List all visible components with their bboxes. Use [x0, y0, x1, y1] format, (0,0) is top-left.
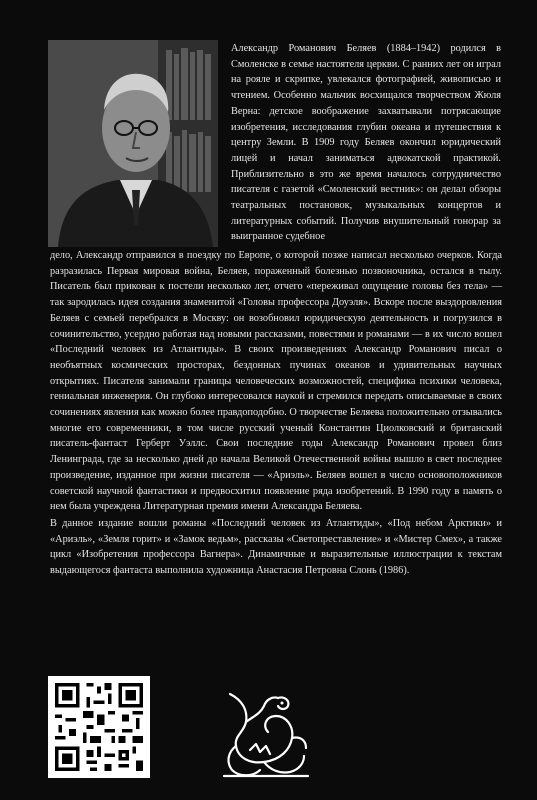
qr-code-icon: [48, 676, 150, 778]
author-portrait: [48, 40, 218, 247]
edition-paragraph: В данное издание вошли романы «Последний человек из Атлантиды», «Под небом Арктики» и «Ариэль», «Земля горит» и «Замок ведьм», рассказы «Светопреставление» и «Мистер Смех», а также цикл «Изобретения профессора Вагнера». Динамичные и выразительные иллюстрации к текстам выдающегося фантаста выполнила художница Анастасия Петровна Слонь (1986).: [50, 517, 502, 577]
biography-body: [50, 248, 502, 579]
dragon-logo-icon: [220, 686, 312, 782]
biography-paragraph-top: Александр Романович Беляев (1884–1942) родился в Смоленске в семье настоятеля церкви. С ранних лет он играл на рояле и скрипке, увлекался фотографией, живописью и чтением. Особенно мальчик восхищался творчеством Жюля Верна: детское воображение захватывали потрясающие изобретения, исследования глубин океана и путешествия к центру Земли. В 1909 году Беляев окончил юридический лицей и начал заниматься адвокатской практикой. Приблизительно в это же время началось сотрудничество писателя с газетой «Смоленский вестник»: он делал обзоры театральных постановок, музыкальных концертов и литературных событий. Получив внушительный гонорар за выигранное судебное: [231, 43, 501, 243]
biography-paragraph: дело, Александр отправился в поездку по Европе, о которой позже написал несколько очерков. Когда разразилась Первая мировая война, Беляев, пораженный болезнью позвоночника, остался в тылу. Писатель был прикован к постели несколько лет, отчего «переживал ощущение головы без тела» — так зародилась идея создания знаменитой «Головы профессора Доуэля». Вскоре после выздоровления Беляев с семьей перебрался в Москву: он возобновил юридическую деятельность и погрузился в сочинительство, усердно работая над новыми рассказами, повестями и романами — в их число вошел «Последний человек из Атлантиды». В своих произведениях Александр Романович писал о необъятных космических просторах, бездонных пучинах океанов и удивительных научных открытиях. Писателя занимали границы человеческих возможностей, специфика психики человека, гениальная инженерия. Он глубоко интересовался наукой и стремился передать описываемые в своих сочинениях явления как можно более правдоподобно. О творчестве Беляева положительно отзывались многие его современники, в том числе русский ученый Константин Циолковский и британский писатель-фантаст Герберт Уэллс. Свои последние годы Александр Романович провел близ Ленинграда, где за несколько дней до начала Великой Отечественной войны вышло в свет последнее произведение, изданное при жизни писателя — «Ариэль». Беляев вошел в число основоположников советской научной фантастики и предвосхитил появление ряда изобретений. В 1990 году в память о нем была учреждена Литературная премия имени Александра Беляева.: [50, 250, 502, 513]
biography-top-column: [231, 41, 501, 245]
